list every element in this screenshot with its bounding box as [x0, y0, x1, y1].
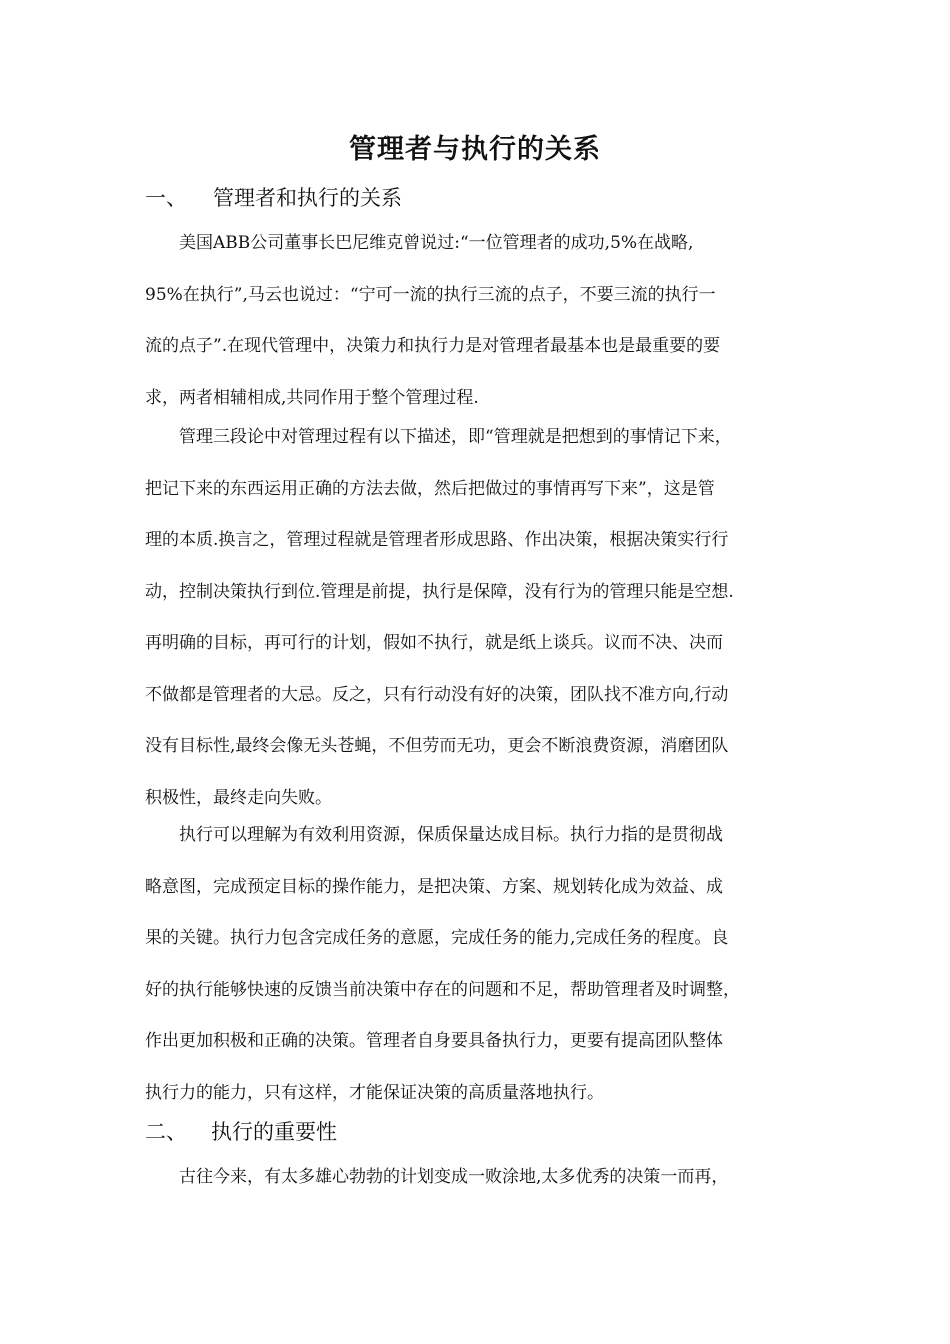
paragraph-line: 美国ABB公司董事长巴尼维克曾说过:“一位管理者的成功,5%在战略,: [179, 233, 694, 253]
paragraph-line: 果的关键。执行力包含完成任务的意愿，完成任务的能力,完成任务的程度。良: [145, 928, 729, 948]
paragraph-line: 95%在执行”,马云也说过：“宁可一流的执行三流的点子，不要三流的执行一: [145, 284, 716, 305]
paragraph-line: 执行力的能力，只有这样，才能保证决策的高质量落地执行。: [145, 1082, 604, 1103]
paragraph-line: 理的本质.换言之，管理过程就是管理者形成思路、作出决策，根据决策实行行: [145, 530, 729, 550]
section-heading-2: [145, 1116, 337, 1148]
paragraph-line: 好的执行能够快速的反馈当前决策中存在的问题和不足，帮助管理者及时调整，: [145, 979, 740, 1000]
paragraph-line: 把记下来的东西运用正确的方法去做，然后把做过的事情再写下来”，这是管: [145, 478, 715, 499]
paragraph-line: 古往今来，有太多雄心勃勃的计划变成一败涂地,太多优秀的决策一而再，: [179, 1167, 729, 1187]
paragraph-line: 积极性，最终走向失败。: [145, 787, 332, 808]
paragraph-3: [145, 810, 817, 1119]
paragraph-line: 执行可以理解为有效利用资源，保质保量达成目标。执行力指的是贯彻战: [179, 825, 723, 845]
section-number-1: 一、: [145, 186, 187, 210]
paragraph-4: [145, 1152, 817, 1204]
paragraph-1: [145, 218, 817, 424]
paragraph-line: 求，两者相辅相成,共同作用于整个管理过程.: [145, 387, 479, 408]
paragraph-2: [145, 412, 817, 824]
paragraph-line: 管理三段论中对管理过程有以下描述，即“管理就是把想到的事情记下来，: [179, 427, 732, 447]
paragraph-line: 略意图，完成预定目标的操作能力，是把决策、方案、规划转化成为效益、成: [145, 876, 723, 897]
paragraph-line: 没有目标性,最终会像无头苍蝇，不但劳而无功，更会不断浪费资源，消磨团队: [145, 736, 729, 756]
section-title-1: 管理者和执行的关系: [213, 186, 402, 210]
paragraph-line: 流的点子”.在现代管理中，决策力和执行力是对管理者最基本也是最重要的要: [145, 336, 721, 356]
section-number-2: 二、: [145, 1120, 187, 1144]
section-heading-1: [145, 182, 402, 214]
section-title-2: 执行的重要性: [211, 1120, 337, 1144]
paragraph-line: 作出更加积极和正确的决策。管理者自身要具备执行力，更要有提高团队整体: [145, 1031, 723, 1051]
paragraph-line: 再明确的目标，再可行的计划，假如不执行，就是纸上谈兵。议而不决、决而: [145, 633, 723, 653]
paragraph-line: 动，控制决策执行到位.管理是前提，执行是保障，没有行为的管理只能是空想.: [145, 581, 734, 602]
document-title: 管理者与执行的关系: [349, 134, 601, 165]
paragraph-line: 不做都是管理者的大忌。反之，只有行动没有好的决策，团队找不准方向,行动: [145, 684, 729, 705]
